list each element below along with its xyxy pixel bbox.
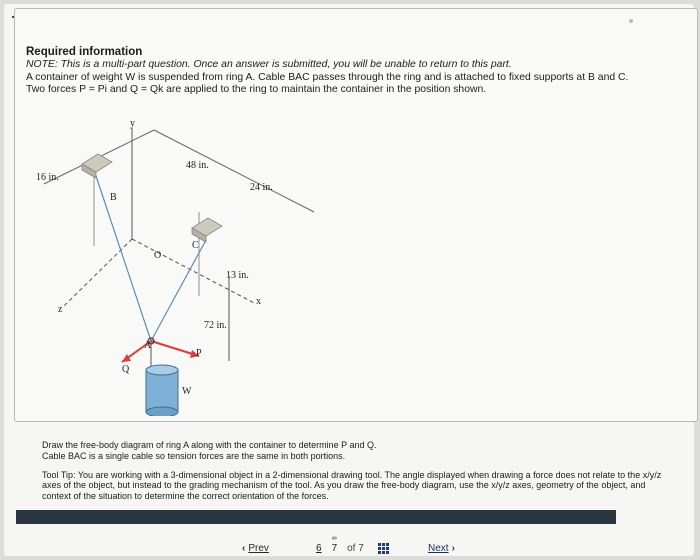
- label-z: z: [58, 304, 63, 315]
- label-16-in: 16 in.: [36, 172, 59, 183]
- chevron-right-icon: ›: [451, 543, 455, 554]
- label-24-in: 24 in.: [250, 182, 273, 193]
- container: [146, 370, 178, 412]
- page-6-link[interactable]: 6: [316, 543, 322, 554]
- problem-text: A container of weight W is suspended from ring A. Cable BAC passes through the ring and is attached to fixed supports at B and C. Two forces P = Pi and Q = Qk are applied to the ring to maintain the container in the position shown.: [26, 71, 629, 96]
- next-button[interactable]: [428, 543, 455, 554]
- label-y: y: [130, 118, 135, 129]
- label-c: C: [192, 240, 199, 251]
- label-a: A: [144, 340, 152, 351]
- prev-label: Prev: [248, 543, 269, 554]
- next-label: Next: [428, 543, 449, 554]
- figure-drawing: [24, 116, 324, 416]
- label-x: x: [256, 296, 261, 307]
- tool-tip: Tool Tip: You are working with a 3-dimensional object in a 2-dimensional drawing tool. The angle displayed when drawing a force does not relate to the x/y/z axes of the object, but instead to the grading mechanism of the tool. As you draw the free-body diagram, use the x/y/z axes, geometry of the object, and context of the situation to determine the correct orientation of the forces.: [42, 469, 662, 502]
- force-q-head: [122, 354, 131, 362]
- container-bottom: [146, 407, 178, 416]
- page-7-label: 7: [331, 543, 338, 554]
- page-7-current[interactable]: [331, 535, 338, 554]
- grid-icon[interactable]: [378, 543, 389, 554]
- problem-statement: [26, 59, 646, 97]
- label-p: P: [196, 348, 202, 359]
- label-72-in: 72 in.: [204, 320, 227, 331]
- answer-toolbar-bar: [16, 510, 616, 524]
- question-navigation: [242, 535, 472, 560]
- label-w: W: [182, 386, 192, 397]
- problem-figure: [24, 116, 324, 416]
- ceiling-line-right: [154, 130, 314, 212]
- current-page-marker: ∞: [331, 535, 337, 542]
- question-page: [4, 4, 694, 556]
- label-b: B: [110, 192, 117, 203]
- cable-ba: [96, 176, 151, 341]
- instructions: [42, 440, 662, 510]
- chevron-left-icon: ‹: [242, 543, 246, 554]
- page-count: of 7: [347, 543, 364, 554]
- z-axis: [64, 239, 132, 306]
- panel-dot: [629, 19, 633, 23]
- multi-part-note: NOTE: This is a multi-part question. Once an answer is submitted, you will be unable to return to this part.: [26, 59, 512, 70]
- instruction-text: [42, 440, 662, 462]
- label-o: O: [154, 250, 162, 261]
- instruction-line-1: Draw the free-body diagram of ring A along with the container to determine P and Q.: [42, 440, 377, 450]
- label-48-in: 48 in.: [186, 160, 209, 171]
- required-information-heading: Required information: [26, 46, 143, 58]
- page-indicator: [316, 535, 389, 554]
- label-13-in: 13 in.: [226, 270, 249, 281]
- instruction-line-2: Cable BAC is a single cable so tension forces are the same in both portions.: [42, 450, 346, 461]
- container-top: [146, 365, 178, 375]
- prev-button[interactable]: [242, 543, 269, 554]
- label-q: Q: [122, 364, 130, 375]
